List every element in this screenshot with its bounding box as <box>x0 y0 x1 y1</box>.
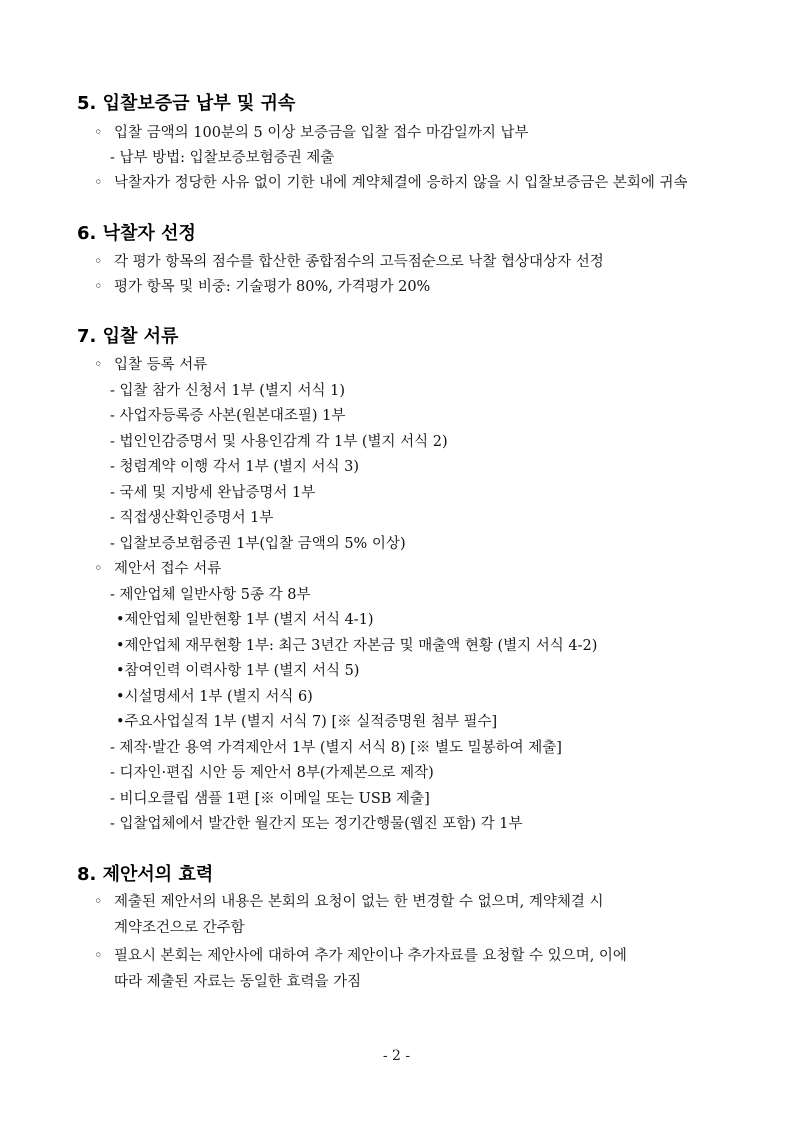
sub-item: - 입찰보증보험증권 1부(입찰 금액의 5% 이상) <box>110 536 406 552</box>
dot-item: •시설명세서 1부 (별지 서식 6) <box>116 689 313 705</box>
sub-item: - 국세 및 지방세 완납증명서 1부 <box>110 485 316 501</box>
bullet-item: ◦ 입찰 금액의 100분의 5 이상 보증금을 입찰 접수 마감일까지 납부 <box>94 122 529 144</box>
section-heading: 6. 낙찰자 선정 <box>77 223 196 244</box>
section-heading: 8. 제안서의 효력 <box>77 864 214 885</box>
sub-item: - 비디오클립 샘플 1편 [※ 이메일 또는 USB 제출] <box>110 791 430 807</box>
bullet-continuation: 계약조건으로 간주함 <box>114 920 245 936</box>
sub-item: - 입찰 참가 신청서 1부 (별지 서식 1) <box>110 383 346 399</box>
dot-item: •제안업체 재무현황 1부: 최근 3년간 자본금 및 매출액 현황 (별지 서식 4-2) <box>116 638 598 654</box>
circle-bullet-icon: ◦ <box>94 894 103 910</box>
circle-bullet-icon: ◦ <box>94 125 103 141</box>
bullet-item: ◦ 각 평가 항목의 점수를 합산한 종합점수의 고득점순으로 낙찰 협상대상자 선정 <box>94 251 604 273</box>
dot-item: •제안업체 일반현황 1부 (별지 서식 4-1) <box>116 612 374 628</box>
bullet-item: ◦ 제출된 제안서의 내용은 본회의 요청이 없는 한 변경할 수 없으며, 계약체결 시 <box>94 891 604 913</box>
page-number: - 2 - <box>382 1048 411 1064</box>
bullet-item: ◦ 입찰 등록 서류 <box>94 354 207 376</box>
circle-bullet-icon: ◦ <box>94 357 103 373</box>
sub-item: - 디자인·편집 시안 등 제안서 8부(가제본으로 제작) <box>110 765 434 781</box>
bullet-item: ◦ 제안서 접수 서류 <box>94 558 221 580</box>
sub-item: - 납부 방법: 입찰보증보험증권 제출 <box>110 150 335 166</box>
section-heading: 5. 입찰보증금 납부 및 귀속 <box>77 93 296 114</box>
sub-item: - 법인인감증명서 및 사용인감계 각 1부 (별지 서식 2) <box>110 434 448 450</box>
bullet-continuation: 따라 제출된 자료는 동일한 효력을 가짐 <box>114 974 362 990</box>
circle-bullet-icon: ◦ <box>94 948 103 964</box>
dot-item: •참여인력 이력사항 1부 (별지 서식 5) <box>116 663 360 679</box>
bullet-item: ◦ 낙찰자가 정당한 사유 없이 기한 내에 계약체결에 응하지 않을 시 입찰보증금은 본회에 귀속 <box>94 172 688 194</box>
circle-bullet-icon: ◦ <box>94 175 103 191</box>
sub-item: - 제안업체 일반사항 5종 각 8부 <box>110 587 311 603</box>
circle-bullet-icon: ◦ <box>94 561 103 577</box>
circle-bullet-icon: ◦ <box>94 254 103 270</box>
bullet-item: ◦ 필요시 본회는 제안사에 대하여 추가 제안이나 추가자료를 요청할 수 있으며, 이에 <box>94 945 627 967</box>
bullet-item: ◦ 평가 항목 및 비중: 기술평가 80%, 가격평가 20% <box>94 276 430 298</box>
dot-item: •주요사업실적 1부 (별지 서식 7) [※ 실적증명원 첨부 필수] <box>116 714 498 730</box>
sub-item: - 입찰업체에서 발간한 월간지 또는 정기간행물(웹진 포함) 각 1부 <box>110 816 523 832</box>
sub-item: - 사업자등록증 사본(원본대조필) 1부 <box>110 408 346 424</box>
sub-item: - 제작·발간 용역 가격제안서 1부 (별지 서식 8) [※ 별도 밀봉하여 제출] <box>110 740 562 756</box>
circle-bullet-icon: ◦ <box>94 279 103 295</box>
section-heading: 7. 입찰 서류 <box>77 326 179 347</box>
sub-item: - 직접생산확인증명서 1부 <box>110 510 274 526</box>
sub-item: - 청렴계약 이행 각서 1부 (별지 서식 3) <box>110 459 360 475</box>
